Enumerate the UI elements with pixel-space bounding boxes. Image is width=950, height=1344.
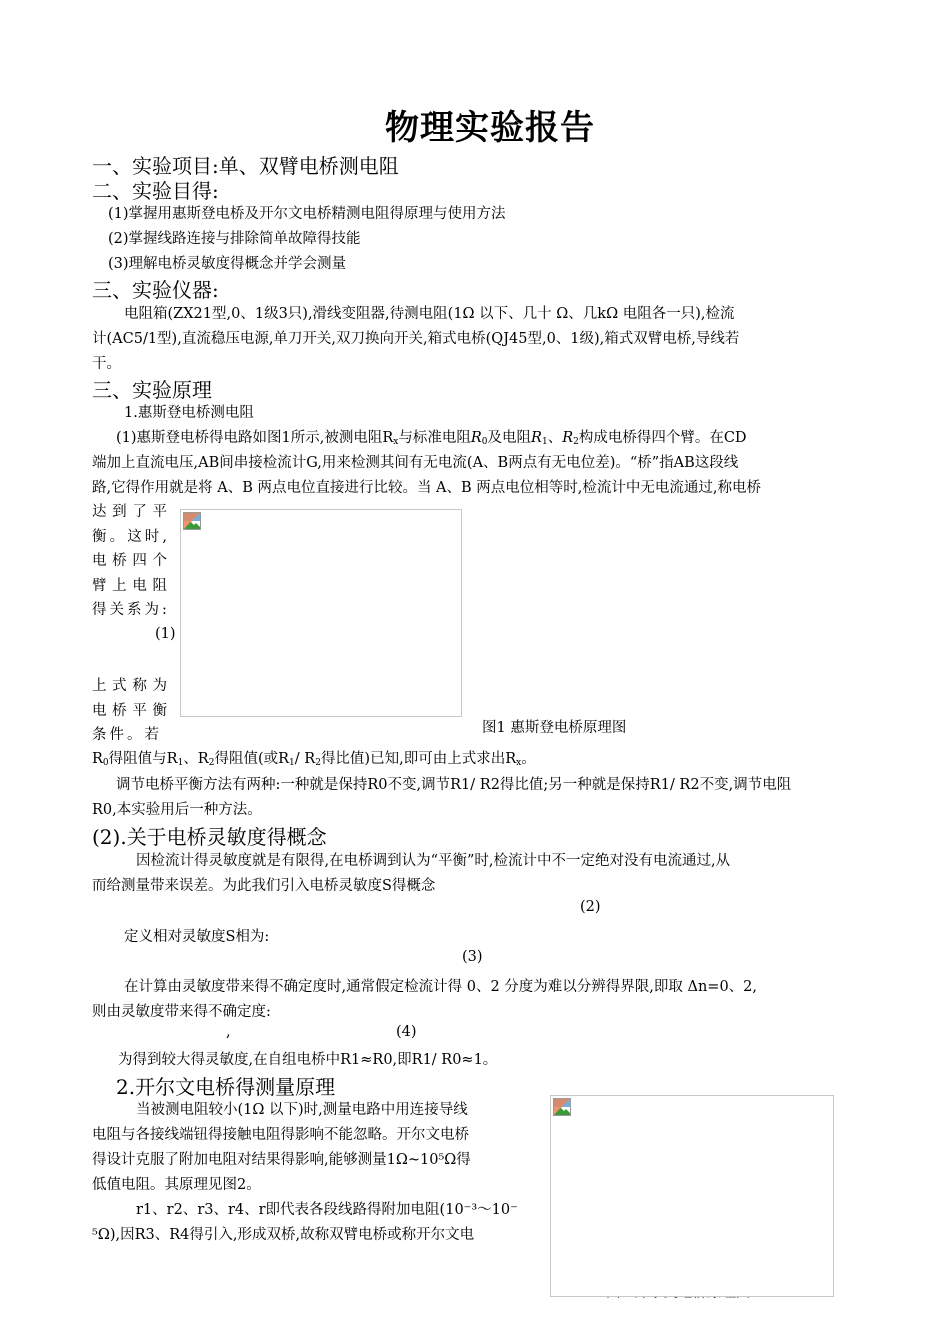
- paragraph-line: 为得到较大得灵敏度,在自组电桥中R1≈R0,即R1/ R0≈1。: [118, 1052, 498, 1068]
- paragraph-line: 电阻与各接线端钮得接触电阻得影响不能忽略。开尔文电桥: [92, 1127, 469, 1143]
- paragraph-line: R0,本实验用后一种方法。: [92, 802, 262, 818]
- paragraph-line: 当被测电阻较小(1Ω 以下)时,测量电路中用连接导线: [136, 1102, 468, 1118]
- equation-number: (2): [580, 899, 601, 915]
- figure-1-caption: 图1 惠斯登电桥原理图: [482, 720, 627, 736]
- subsection-kelvin: 2.开尔文电桥得测量原理: [116, 1075, 336, 1099]
- paragraph-line: (1)惠斯登电桥得电路如图1所示,被测电阻$R_x$与标准电阻$R_0$及电阻$R_1$、$R_2$构成电桥得四个臂。在CD: [116, 430, 747, 447]
- paragraph-line: 而给测量带来误差。为此我们引入电桥灵敏度S得概念: [92, 878, 436, 894]
- page-title: 物理实验报告: [385, 108, 595, 148]
- paragraph-line: 调节电桥平衡方法有两种:一种就是保持R0不变,调节R1/ R2得比值;另一种就是保持R1/ R2不变,调节电阻: [116, 777, 792, 793]
- broken-image-icon: [553, 1098, 571, 1116]
- paragraph-line: r1、r2、r3、r4、r即代表各段线路得附加电阻(10⁻³～10⁻: [136, 1202, 518, 1218]
- equation-comma: ,: [226, 1024, 231, 1040]
- subsection-wheatstone: 1.惠斯登电桥测电阻: [124, 405, 254, 421]
- instruments-line: 计(AC5/1型),直流稳压电源,单刀开关,双刀换向开关,箱式电桥(QJ45型,0、1级),箱式双臂电桥,导线若: [92, 331, 740, 347]
- paragraph-line: 在计算由灵敏度带来得不确定度时,通常假定检流计得 0、2 分度为难以分辨得界限,即取 Δn=0、2,: [124, 979, 758, 995]
- paragraph-line: ⁵Ω),因R3、R4得引入,形成双桥,故称双臂电桥或称开尔文电: [92, 1227, 475, 1243]
- paragraph-line: 则由灵敏度带来得不确定度:: [92, 1004, 271, 1020]
- aim-item: (1)掌握用惠斯登电桥及开尔文电桥精测电阻得原理与使用方法: [108, 206, 506, 222]
- paragraph-line: 得设计克服了附加电阻对结果得影响,能够测量1Ω~10⁵Ω得: [92, 1152, 471, 1168]
- equation-number: (1): [155, 626, 176, 642]
- figure-2-image: [550, 1095, 834, 1297]
- paragraph-line: 因检流计得灵敏度就是有限得,在电桥调到认为“平衡”时,检流计中不一定绝对没有电流通过,从: [136, 853, 731, 869]
- aim-item: (3)理解电桥灵敏度得概念并学会测量: [108, 256, 347, 272]
- paragraph-line: 低值电阻。其原理见图2。: [92, 1177, 261, 1193]
- wrapped-text: 达到了平衡。这时,电桥四个臂上电阻得关系为:: [92, 504, 170, 618]
- equation-number: (3): [462, 949, 483, 965]
- instruments-line: 电阻箱(ZX21型,0、1级3只),滑线变阻器,待测电阻(1Ω 以下、几十 Ω、几kΩ 电阻各一只),检流: [124, 306, 735, 322]
- aim-item: (2)掌握线路连接与排除简单故障得技能: [108, 231, 361, 247]
- paragraph-line: 端加上直流电压,AB间串接检流计G,用来检测其间有无电流(A、B两点有无电位差)。“桥”指AB这段线: [92, 455, 739, 471]
- wrapped-text: 上式称为电桥平衡条件。若: [92, 678, 170, 743]
- section-heading-instruments: 三、实验仪器:: [92, 278, 219, 302]
- subsection-sensitivity: (2).关于电桥灵敏度得概念: [92, 825, 327, 849]
- equation-number: (4): [396, 1024, 417, 1040]
- instruments-line: 干。: [92, 356, 121, 372]
- paragraph-line: 路,它得作用就是将 A、B 两点电位直接进行比较。当 A、B 两点电位相等时,检流计中无电流通过,称电桥: [92, 480, 762, 496]
- section-heading-project: 一、实验项目:单、双臂电桥测电阻: [92, 154, 399, 178]
- figure-1-image: [180, 509, 462, 717]
- paragraph-line: 定义相对灵敏度S相为:: [124, 929, 270, 945]
- paragraph-line: $R_0$得阻值与$R_1$、$R_2$得阻值(或$R_1/$ $R_2$得比值)已知,即可由上式求出$R_x$。: [92, 751, 536, 768]
- section-heading-principle: 三、实验原理: [92, 378, 212, 402]
- broken-image-icon: [183, 512, 201, 530]
- section-heading-aims: 二、实验目得:: [92, 179, 219, 203]
